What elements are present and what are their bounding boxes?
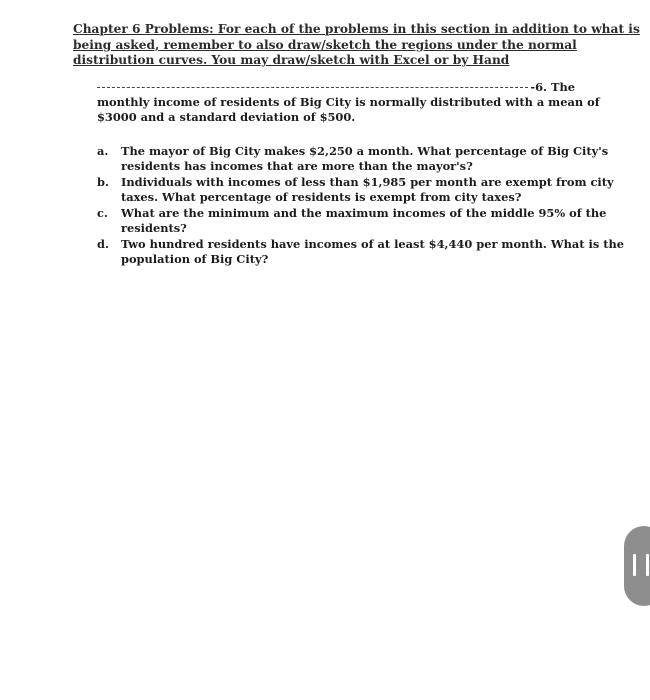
problem-intro <box>97 95 600 125</box>
intro-line: monthly income of residents of Big City is normally distributed with a mean of <box>97 95 600 109</box>
list-item <box>97 237 625 267</box>
list-item <box>97 206 607 236</box>
dashed-rule <box>97 87 528 88</box>
intro-line: $3000 and a standard deviation of $500. <box>97 110 356 124</box>
item-line: population of Big City? <box>121 252 269 266</box>
item-line: residents has incomes that are more than the mayor's? <box>121 159 473 173</box>
item-line: Two hundred residents have incomes of at least $4,440 per month. What is the <box>121 237 625 251</box>
item-line: What are the minimum and the maximum incomes of the middle 95% of the <box>121 206 607 220</box>
item-text <box>121 206 606 236</box>
item-letter: a. <box>97 144 109 158</box>
side-panel-tab[interactable] <box>624 526 650 606</box>
item-line: residents? <box>121 221 187 235</box>
problem-number: -6. The <box>530 80 575 94</box>
item-text <box>121 144 608 174</box>
item-line: Individuals with incomes of less than $1,985 per month are exempt from city <box>121 175 614 189</box>
item-text <box>121 175 614 205</box>
grip-handle-icon <box>633 554 649 576</box>
list-item <box>97 144 609 174</box>
item-letter: c. <box>97 206 108 220</box>
item-letter: b. <box>97 175 109 189</box>
heading-line: being asked, remember to also draw/sketch the regions under the normal <box>73 37 577 52</box>
problem-divider <box>97 80 575 94</box>
item-line: The mayor of Big City makes $2,250 a month. What percentage of Big City's <box>121 144 609 158</box>
item-letter: d. <box>97 237 109 251</box>
heading-line: Chapter 6 Problems: For each of the problems in this section in addition to what is <box>73 22 640 36</box>
heading-line: distribution curves. You may draw/sketch with Excel or by Hand <box>73 53 510 67</box>
item-text <box>121 237 624 267</box>
chapter-heading <box>73 22 640 69</box>
item-line: taxes. What percentage of residents is exempt from city taxes? <box>121 190 522 204</box>
problem-items <box>97 144 625 268</box>
list-item <box>97 175 614 205</box>
